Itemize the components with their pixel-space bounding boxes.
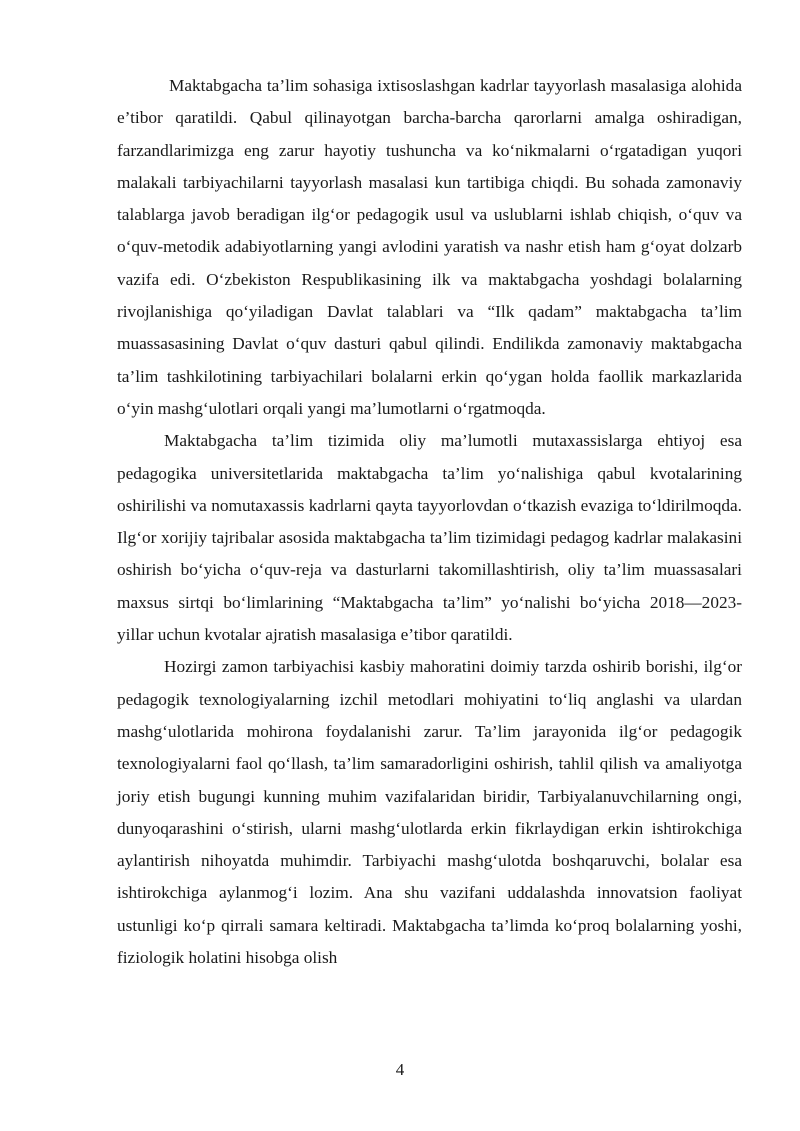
paragraph-1: Maktabgacha ta’lim sohasiga ixtisoslashgan kadrlar tayyorlash masalasiga alohida e’tibor qaratildi. Qabul qilinayotgan barcha-barcha qarorlarni amalga oshiradigan, farzandlarimizga eng zarur hayotiy tushuncha va ko‘nikmalarni o‘rgatadigan yuqori malakali tarbiyachilarni tayyorlash masalasi kun tartibiga chiqdi. Bu sohada zamonaviy talablarga javob beradigan ilg‘or pedagogik usul va uslublarni ishlab chiqish, o‘quv va o‘quv-metodik adabiyotlarning yangi avlodini yaratish va nashr etish ham g‘oyat dolzarb vazifa edi. O‘zbekiston Respublikasining ilk va maktabgacha yoshdagi bolalarning rivojlanishiga qo‘yiladigan Davlat talablari va “Ilk qadam” maktabgacha ta’lim muassasasining Davlat o‘quv dasturi qabul qilindi. Endilikda zamonaviy maktabgacha ta’lim tashkilotining tarbiyachilari bolalarni erkin qo‘ygan holda faollik markazlarida o‘yin mashg‘ulotlari orqali yangi ma’lumotlarni o‘rgatmoqda. <box>117 76 742 418</box>
document-body <box>117 70 742 974</box>
page-number: 4 <box>395 1060 405 1079</box>
paragraph-3: Hozirgi zamon tarbiyachisi kasbiy mahoratini doimiy tarzda oshirib borishi, ilg‘or pedagogik texnologiyalarning izchil metodlari mohiyatini to‘liq anglashi va ulardan mashg‘ulotlarida mohirona foydalanishi zarur. Ta’lim jarayonida ilg‘or pedagogik texnologiyalarni faol qo‘llash, ta’lim samaradorligini oshirish, tahlil qilish va amaliyotga joriy etish bugungi kunning muhim vazifalaridan biridir, Tarbiyalanuvchilarning ongi, dunyoqarashini o‘stirish, ularni mashg‘ulotlarda erkin fikrlaydigan erkin ishtirokchiga aylantirish nihoyatda muhimdir. Tarbiyachi mashg‘ulotda boshqaruvchi, bolalar esa ishtirokchiga aylanmog‘i lozim. Ana shu vazifani uddalashda innovatsion faoliyat ustunligi ko‘p qirrali samara keltiradi. Maktabgacha ta’limda ko‘proq bolalarning yoshi, fiziologik holatini hisobga olish <box>117 657 742 968</box>
paragraph-2: Maktabgacha ta’lim tizimida oliy ma’lumotli mutaxassislarga ehtiyoj esa pedagogika universitetlarida maktabgacha ta’lim yo‘nalishiga qabul kvotalarining oshirilishi va nomutaxassis kadrlarni qayta tayyorlovdan o‘tkazish evaziga to‘ldirilmoqda. Ilg‘or xorijiy tajribalar asosida maktabgacha ta’lim tizimidagi pedagog kadrlar malakasini oshirish bo‘yicha o‘quv-reja va dasturlarni takomillashtirish, oliy ta’lim muassasalari maxsus sirtqi bo‘limlarining “Maktabgacha ta’lim” yo‘nalishi bo‘yicha 2018—2023-yillar uchun kvotalar ajratish masalasiga e’tibor qaratildi. <box>117 431 742 645</box>
